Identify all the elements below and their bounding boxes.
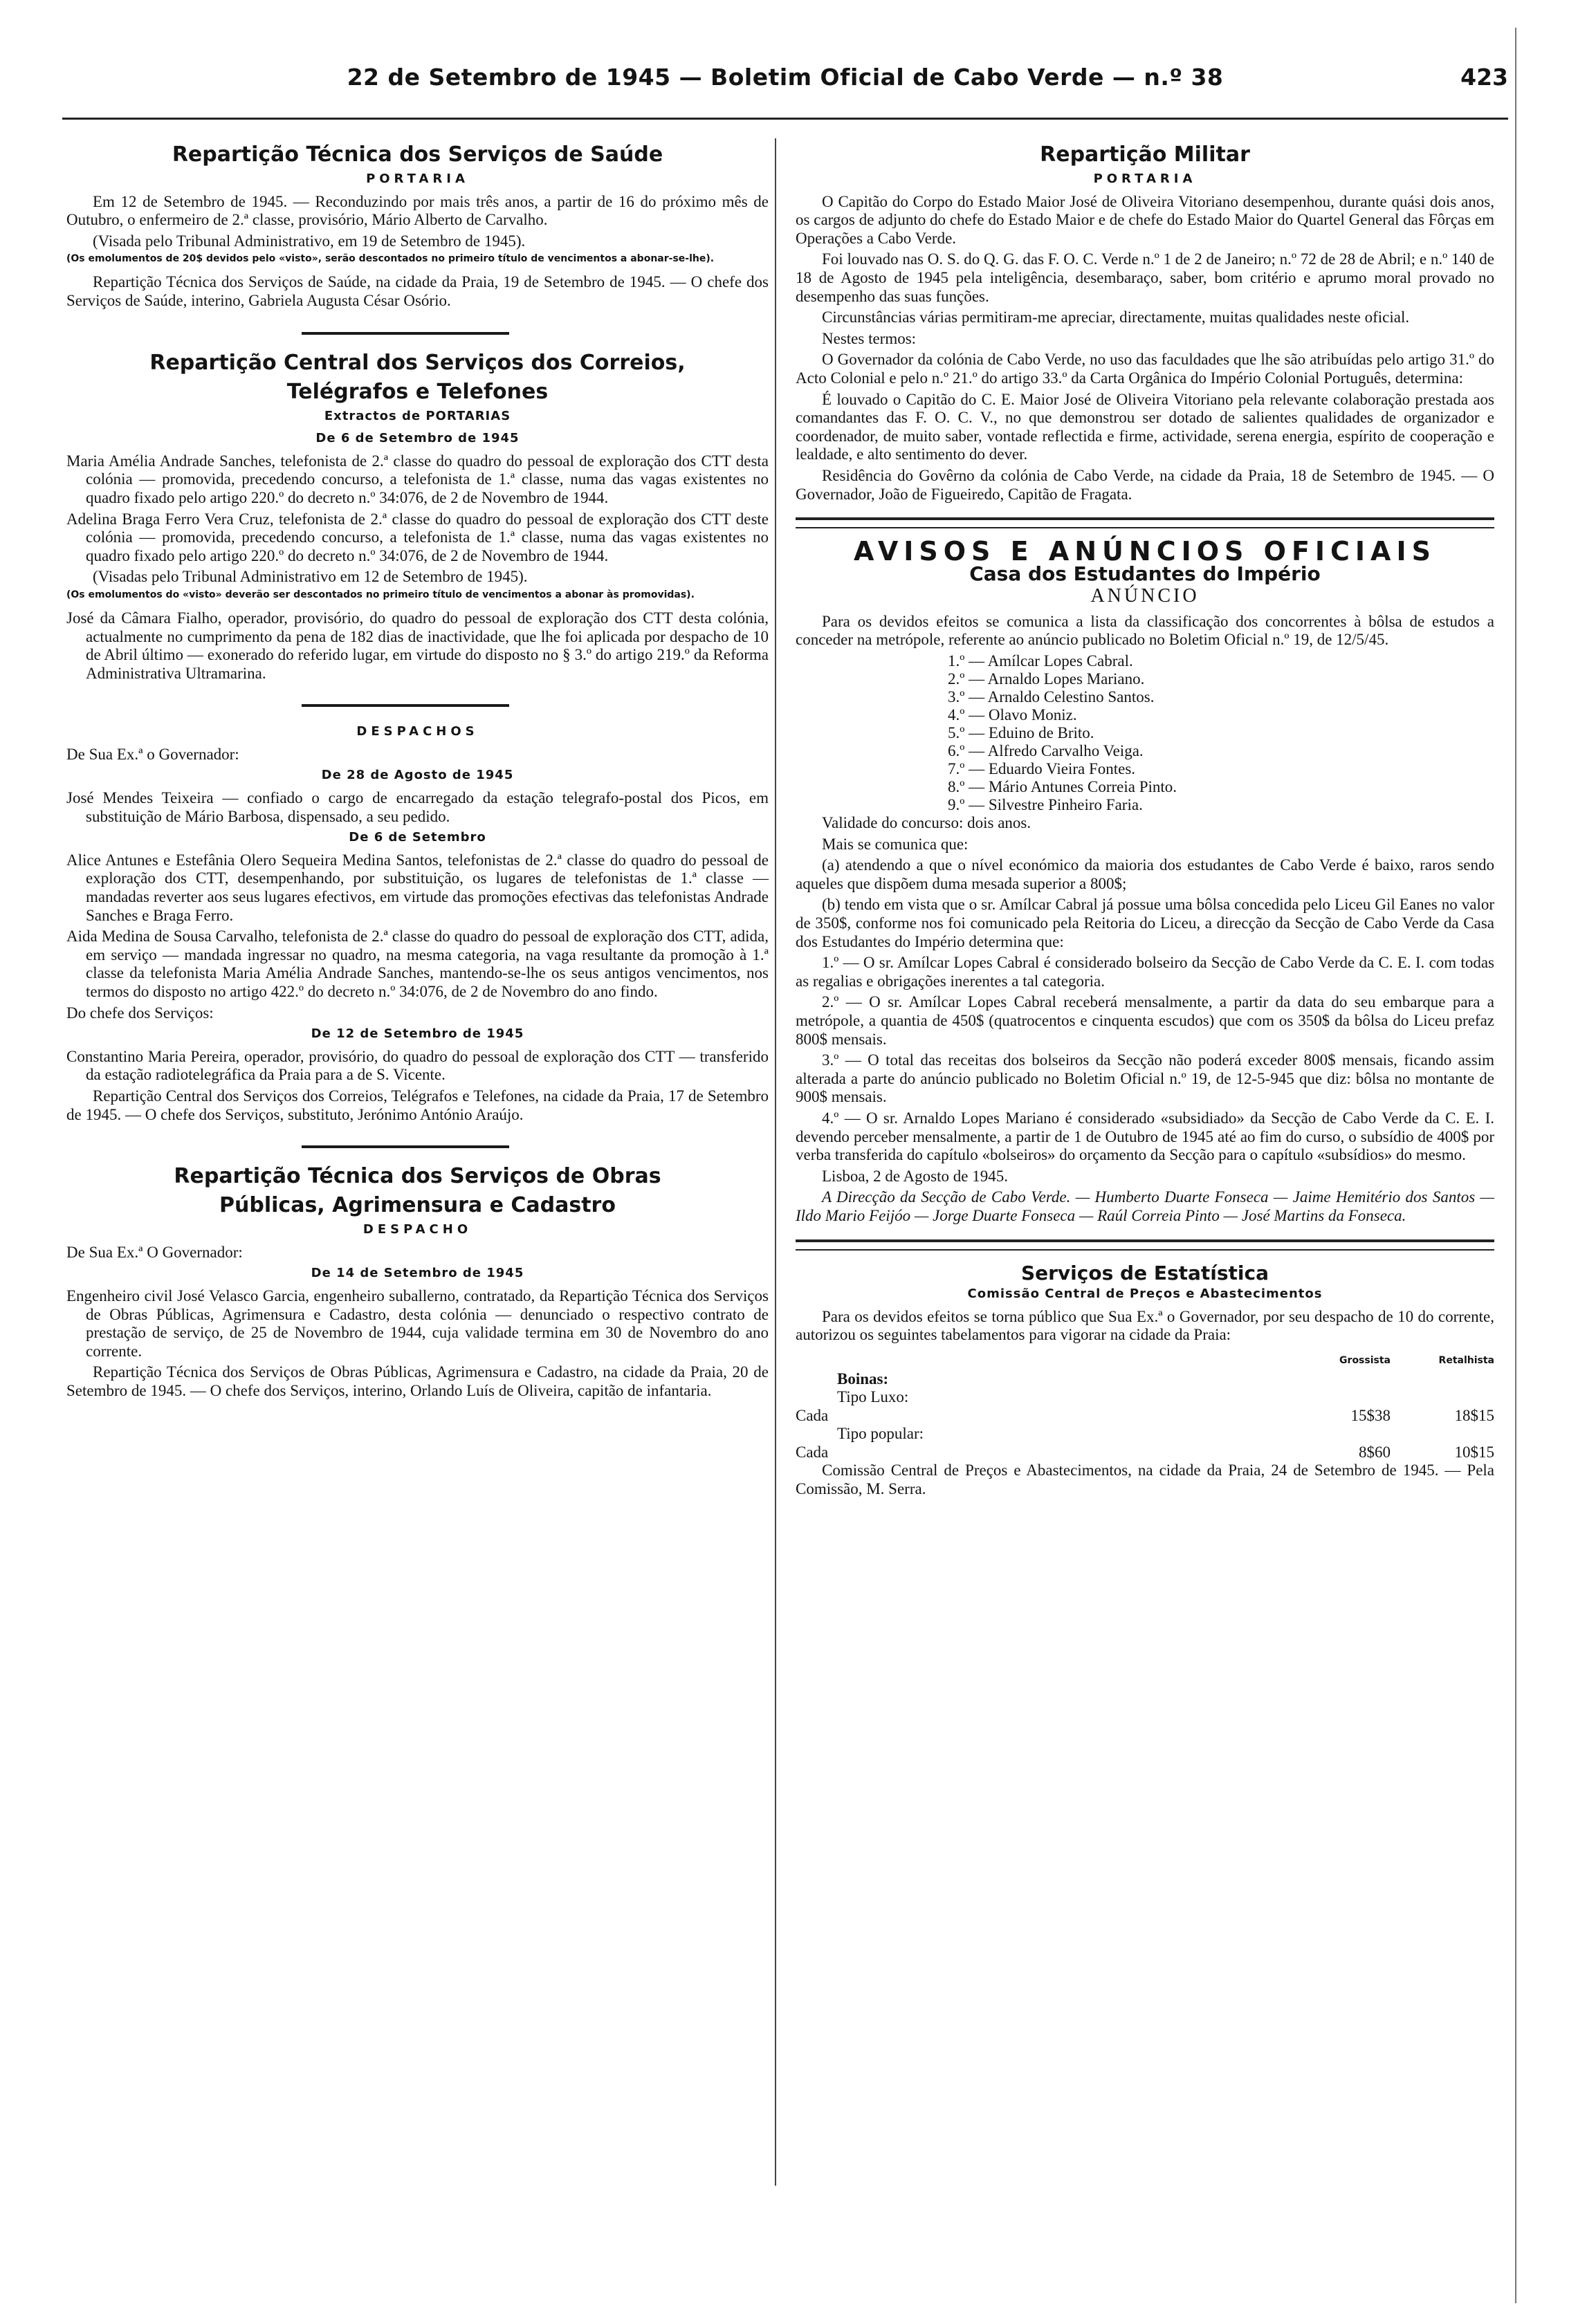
paragraph: José Mendes Teixeira — confiado o cargo de encarregado da estação telegrafo-postal dos Picos, em substituição de Mário Barbosa, dispensado, a seu pedido. [66, 789, 769, 825]
paragraph: De Sua Ex.ª o Governador: [66, 745, 239, 763]
signature-paragraph: Residência do Govêrno da colónia de Cabo Verde, na cidade da Praia, 18 de Setembro de 1945. — O Governador, João de Figueiredo, Capitão de Fragata. [796, 466, 1494, 503]
section-title: Serviços de Estatística [1020, 1261, 1269, 1284]
page-header [62, 64, 1508, 107]
column-header-retalhista: Retalhista [1438, 1354, 1494, 1366]
margin-rule [1515, 28, 1516, 2303]
retalhista-value: 10$15 [1454, 1443, 1494, 1461]
table-row [796, 1444, 1494, 1462]
paragraph: 4.º — O sr. Arnaldo Lopes Mariano é considerado «subsidiado» da Secção de Cabo Verde da C. E. I. devendo perceber mensalmente, a partir de 1 de Outubro de 1945 até ao fim do curso, o subsídio de 400$ por verba transferida do capítulo «bolseiros» do orçamento da Secção para o capítulo «subsídios» do mesmo. [796, 1109, 1494, 1164]
section-title: Repartição Central dos Serviços dos Correios, [149, 350, 686, 375]
paragraph: Foi louvado nas O. S. do Q. G. das F. O. C. Verde n.º 1 de 2 de Janeiro; n.º 72 de 28 de Abril; e n.º 140 de 18 de Agosto de 1945 pela inteligência, desembaraço, saber, bom critério e aprumo moral provado no desempenho das suas funções. [796, 250, 1494, 305]
paragraph: (b) tendo em vista que o sr. Amílcar Cabral já possue uma bôlsa concedida pelo Liceu Gil Eanes no valor de 350$, conforme nos foi comunicado pela Reitoria do Liceu, a direcção da Secção de Cabo Verde da Casa dos Estudantes do Império determina que: [796, 896, 1494, 950]
paragraph: Maria Amélia Andrade Sanches, telefonista de 2.ª classe do quadro do pessoal de exploração dos CTT desta colónia — promovida, precedendo concurso, a telefonista de 1.ª classe, numa das vagas existentes no quadro fixado pelo artigo 220.º do decreto n.º 34:076, de 2 de Novembro de 1944. [66, 452, 769, 506]
header-title: 22 de Setembro de 1945 — Boletim Oficial de Cabo Verde — n.º 38 [347, 64, 1224, 91]
section-subtitle: DESPACHO [363, 1222, 473, 1237]
row-label: Cada [796, 1406, 829, 1424]
date-heading: De 6 de Setembro [349, 830, 486, 845]
paragraph: 1.º — O sr. Amílcar Lopes Cabral é considerado bolseiro da Secção de Cabo Verde da C. E. I. com todas as regalias e obrigações inerentes a tal categoria. [796, 954, 1494, 990]
table-header-row [796, 1352, 1494, 1370]
list-item: 2.º — Arnaldo Lopes Mariano. [948, 670, 1145, 688]
table-type-row [796, 1425, 1494, 1444]
column-header-grossista: Grossista [1339, 1354, 1391, 1366]
row-label: Cada [796, 1443, 829, 1461]
left-column [66, 138, 769, 1403]
section-title: Repartição Técnica dos Serviços de Obras [174, 1164, 661, 1189]
date-heading: De 28 de Agosto de 1945 [321, 768, 514, 783]
retalhista-value: 18$15 [1454, 1406, 1494, 1424]
section-avisos [796, 536, 1494, 1225]
list-item: 6.º — Alfredo Carvalho Veiga. [948, 742, 1144, 760]
table-type-row [796, 1388, 1494, 1407]
section-title: Casa dos Estudantes do Império [969, 562, 1321, 585]
section-subtitle: PORTARIA [366, 172, 469, 186]
right-column [796, 138, 1494, 1502]
section-estatistica [796, 1261, 1494, 1499]
paragraph: Constantino Maria Pereira, operador, provisório, do quadro do pessoal de exploração dos CTT — transferido da estação radiotelegráfica da Praia para a de S. Vicente. [66, 1047, 769, 1084]
paragraph: O Capitão do Corpo do Estado Maior José de Oliveira Vitoriano desempenhou, durante quási dois anos, os cargos de adjunto do chefe do Estado Maior e de chefe do Estado Maior do Quartel General das Fôrças em Operações a Cabo Verde. [796, 192, 1494, 247]
section-militar [796, 142, 1494, 504]
paragraph: 2.º — O sr. Amílcar Lopes Cabral receberá mensalmente, a partir da data do seu embarque para a metrópole, a quantia de 450$ (quatrocentos e cinquenta escudos) que com os 350$ da bôlsa do Liceu prefaz 800$ mensais. [796, 993, 1494, 1048]
section-title-line2: Públicas, Agrimensura e Cadastro [219, 1193, 616, 1218]
section-title: Repartição Técnica dos Serviços de Saúde [172, 142, 663, 167]
paragraph: Do chefe dos Serviços: [66, 1004, 214, 1022]
date-heading: De 6 de Setembro de 1945 [315, 431, 520, 446]
double-rule [796, 517, 1494, 528]
list-item: 7.º — Eduardo Vieira Fontes. [948, 760, 1136, 778]
section-title: Repartição Militar [1040, 142, 1250, 167]
paragraph: (Visada pelo Tribunal Administrativo, em 19 de Setembro de 1945). [93, 232, 526, 250]
section-title-line2: Telégrafos e Telefones [286, 379, 549, 404]
section-subtitle: Extractos de PORTARIAS [324, 408, 511, 423]
signature-paragraph: Repartição Técnica dos Serviços de Obras Públicas, Agrimensura e Cadastro, na cidade da Praia, 20 de Setembro de 1945. — O chefe dos Serviços, interino, Orlando Luís de Oliveira, capitão de infantaria. [66, 1363, 769, 1399]
paragraph: Para os devidos efeitos se torna público que Sua Ex.ª o Governador, por seu despacho de 10 do corrente, autorizou os seguintes tabelamentos para vigorar na cidade da Praia: [796, 1307, 1494, 1344]
section-subtitle: Comissão Central de Preços e Abastecimentos [967, 1286, 1323, 1302]
ornament-divider [66, 326, 769, 341]
signature-paragraph: Repartição Técnica dos Serviços de Saúde, na cidade da Praia, 19 de Setembro de 1945. — O chefe dos Serviços de Saúde, interino, Gabriela Augusta César Osório. [66, 273, 769, 309]
paragraph: Nestes termos: [822, 329, 917, 347]
footnote: (Os emolumentos de 20$ devidos pelo «visto», serão descontados no primeiro título de vencimentos a abonar-se-lhe). [66, 253, 715, 265]
signature-paragraph: Comissão Central de Preços e Abastecimentos, na cidade da Praia, 24 de Setembro de 1945. — Pela Comissão, M. Serra. [796, 1461, 1494, 1498]
paragraph: Mais se comunica que: [822, 835, 969, 853]
paragraph: 3.º — O total das receitas dos bolseiros da Secção não poderá exceder 800$ mensais, ficando assim alterada a parte do anúncio publicado no Boletim Oficial n.º 19, de 12-5-945 que diz: bôlsa no montante de 900$ mensais. [796, 1051, 1494, 1106]
paragraph: Validade do concurso: dois anos. [822, 814, 1031, 832]
paragraph: Adelina Braga Ferro Vera Cruz, telefonista de 2.ª classe do quadro do pessoal de exploração dos CTT deste colónia — promovida, precedendo concurso, a telefonista de 1.ª classe, numa das vagas existentes no quadro fixado pelo artigo 220.º do decreto n.º 34:076, de 2 de Novembro de 1944. [66, 510, 769, 564]
paragraph: Para os devidos efeitos se comunica a lista da classificação dos concorrentes à bôlsa de estudos a conceder na metrópole, referente ao anúncio publicado no Boletim Oficial n.º 19, de 12/5/45. [796, 612, 1494, 649]
section-subtitle: PORTARIA [1093, 172, 1197, 186]
paragraph: José da Câmara Fialho, operador, provisório, do quadro do pessoal de exploração dos CTT desta colónia, actualmente no cumprimento da pena de 182 dias de inactividade, que lhe foi aplicada por despacho de 10 de Abril último — exonerado do referido lugar, em virtude do disposto no § 3.º do artigo 219.º da Reforma Administrativa Ultramarina. [66, 609, 769, 682]
section-obras [66, 1164, 769, 1400]
column-separator [775, 138, 776, 2186]
list-item: 8.º — Mário Antunes Correia Pinto. [948, 778, 1177, 796]
section-subtitle: DESPACHOS [356, 724, 479, 739]
grossista-value: 8$60 [1359, 1443, 1391, 1461]
paragraph: Alice Antunes e Estefânia Olero Sequeira Medina Santos, telefonistas de 2.ª classe do quadro do pessoal de exploração dos CTT, desempenhando, por substituição, os lugares de telefonistas de 1.ª classe — mandadas reverter aos seus lugares efectivos, em virtude das promoções efectivas das telefonistas Andrade Sanches e Braga Ferro. [66, 851, 769, 924]
type-label: Tipo popular: [837, 1425, 924, 1443]
group-label: Boinas: [837, 1370, 889, 1387]
anuncio-heading: ANÚNCIO [1090, 585, 1200, 607]
paragraph: Engenheiro civil José Velasco Garcia, engenheiro suballerno, contratado, da Repartição Técnica dos Serviços de Obras Públicas, Agrimensura e Cadastro, desta colónia — denunciado o respectivo contrato de prestação de serviço, de 25 de Novembro de 1944, cuja validade termina em 30 de Novembro do ano corrente. [66, 1286, 769, 1360]
list-item: 9.º — Silvestre Pinheiro Faria. [948, 796, 1143, 814]
price-table [796, 1352, 1494, 1462]
type-label: Tipo Luxo: [837, 1388, 909, 1406]
double-rule [796, 1239, 1494, 1251]
paragraph: Lisboa, 2 de Agosto de 1945. [822, 1167, 1008, 1185]
list-item: 3.º — Arnaldo Celestino Santos. [948, 688, 1155, 706]
footnote: (Os emolumentos do «visto» deverão ser descontados no primeiro título de vencimentos a abonar às promovidas). [66, 589, 695, 600]
section-saude [66, 142, 769, 311]
signature-paragraph: Repartição Central dos Serviços dos Correios, Telégrafos e Telefones, na cidade da Praia, 17 de Setembro de 1945. — O chefe dos Serviços, substituto, Jerónimo António Araújo. [66, 1087, 769, 1123]
paragraph: O Governador da colónia de Cabo Verde, no uso das faculdades que lhe são atribuídas pelo artigo 31.º do Acto Colonial e pelo n.º 21.º do artigo 33.º da Carta Orgânica do Império Colonial Português, determina: [796, 351, 1494, 387]
signature-paragraph: A Direcção da Secção de Cabo Verde. — Humberto Duarte Fonseca — Jaime Hemitério dos Santos — Ildo Mario Feijóo — Jorge Duarte Fonseca — Raúl Correia Pinto — José Martins da Fonseca. [796, 1188, 1494, 1224]
ornament-divider [66, 698, 769, 713]
avisos-heading: AVISOS E ANÚNCIOS OFICIAIS [854, 536, 1436, 567]
paragraph: Aida Medina de Sousa Carvalho, telefonista de 2.ª classe do quadro do pessoal de exploração dos CTT, adida, em serviço — mandada ingressar no quadro, na mesma categoria, na vaga resultante da promoção à 1.ª classe da telefonista Maria Amélia Andrade Sanches, mantendo-se-lhe os seus antigos vencimentos, nos termos do disposto no artigo 422.º do decreto n.º 34:076, de 2 de Novembro do ano findo. [66, 928, 769, 1000]
table-group-row [796, 1370, 1494, 1389]
paragraph: De Sua Ex.ª O Governador: [66, 1243, 243, 1261]
paragraph: Circunstâncias várias permitiram-me apreciar, directamente, muitas qualidades neste oficial. [822, 308, 1410, 326]
candidate-list [796, 652, 1494, 814]
ornament-divider [66, 1139, 769, 1154]
header-rule [62, 118, 1508, 120]
paragraph: É louvado o Capitão do C. E. Maior José de Oliveira Vitoriano pela relevante colaboração prestada aos comandantes das F. O. C. V., no que demonstrou ser dotado de salientes qualidades de organizador e coordenador, de muito saber, vontade reflectida e firme, actividade, serena energia, espírito de cooperação e lealdade, e alto sentimento do dever. [796, 390, 1494, 463]
grossista-value: 15$38 [1350, 1406, 1391, 1424]
date-heading: De 12 de Setembro de 1945 [311, 1026, 524, 1042]
paragraph: (a) atendendo a que o nível económico da maioria dos estudantes de Cabo Verde é baixo, raros sendo aqueles que dispõem duma mesada superior a 800$; [796, 856, 1494, 892]
paragraph: Em 12 de Setembro de 1945. — Reconduzindo por mais três anos, a partir de 16 do próximo mês de Outubro, o enfermeiro de 2.ª classe, provisório, Mário Alberto de Carvalho. [66, 192, 769, 229]
date-heading: De 14 de Setembro de 1945 [311, 1266, 524, 1281]
list-item: 5.º — Eduino de Brito. [948, 724, 1094, 742]
section-correios [66, 351, 769, 1125]
table-row [796, 1407, 1494, 1426]
list-item: 4.º — Olavo Moniz. [948, 706, 1077, 724]
paragraph: (Visadas pelo Tribunal Administrativo em 12 de Setembro de 1945). [93, 568, 528, 586]
page-number: 423 [1460, 64, 1508, 91]
list-item: 1.º — Amílcar Lopes Cabral. [948, 652, 1133, 670]
